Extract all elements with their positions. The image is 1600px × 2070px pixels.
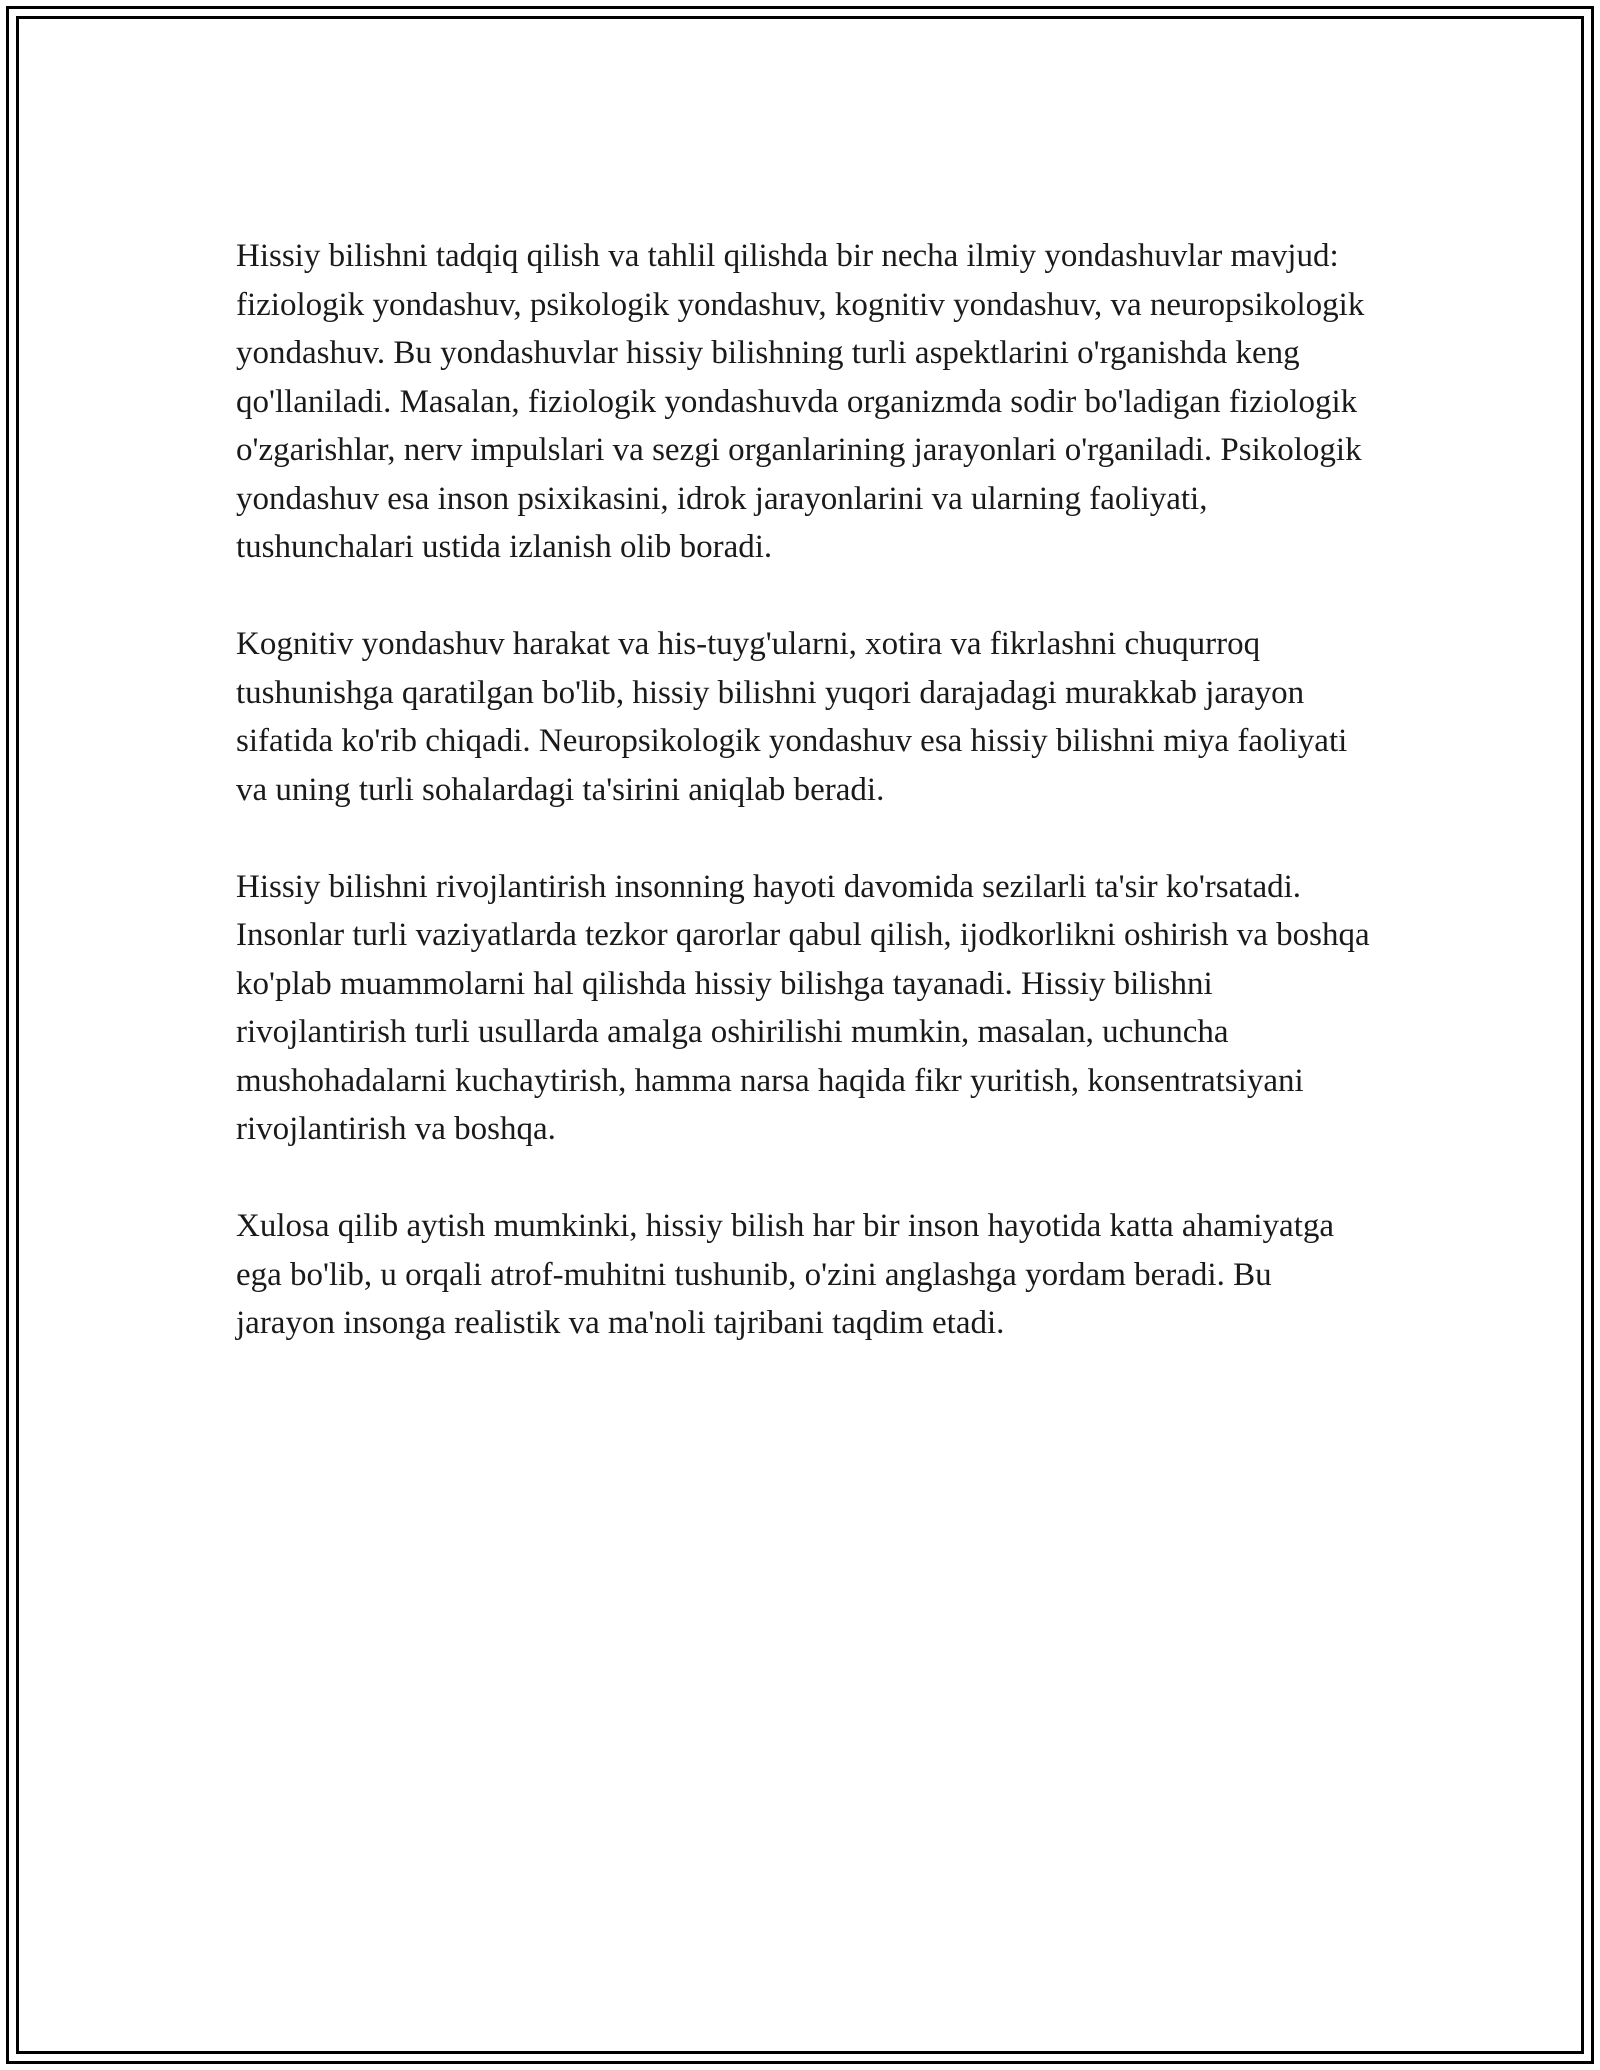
paragraph-1: Hissiy bilishni tadqiq qilish va tahlil qilishda bir necha ilmiy yondashuvlar mavjud: fiziologik yondashuv, psikologik yondashuv, kognitiv yondashuv, va neuropsikologik yondashuv. Bu yondashuvlar hissiy bilishning turli aspektlarini o'rganishda keng qo'llaniladi. Masalan, fiziologik yondashuvda organizmda sodir bo'ladigan fiziologik o'zgarishlar, nerv impulslari va sezgi organlarining jarayonlari o'rganiladi. Psikologik yondashuv esa inson psixikasini, idrok jarayonlarini va ularning faoliyati, tushunchalari ustida izlanish olib boradi. [236, 238, 1365, 565]
paragraph-2: Kognitiv yondashuv harakat va his-tuyg'ularni, xotira va fikrlashni chuqurroq tushunishga qaratilgan bo'lib, hissiy bilishni yuqori darajadagi murakkab jarayon sifatida ko'rib chiqadi. Neuropsikologik yondashuv esa hissiy bilishni miya faoliyati va uning turli sohalardagi ta'sirini aniqlab beradi. [236, 626, 1348, 808]
document-body [236, 232, 1376, 1348]
paragraph-3: Hissiy bilishni rivojlantirish insonning hayoti davomida sezilarli ta'sir ko'rsatadi. Insonlar turli vaziyatlarda tezkor qarorlar qabul qilish, ijodkorlikni oshirish va boshqa ko'plab muammolarni hal qilishda hissiy bilishga tayanadi. Hissiy bilishni rivojlantirish turli usullarda amalga oshirilishi mumkin, masalan, uchuncha mushohadalarni kuchaytirish, hamma narsa haqida fikr yuritish, konsentratsiyani rivojlantirish va boshqa. [236, 868, 1370, 1147]
paragraph-4: Xulosa qilib aytish mumkinki, hissiy bilish har bir inson hayotida katta ahamiyatga ega bo'lib, u orqali atrof-muhitni tushunib, o'zini anglashga yordam beradi. Bu jarayon insonga realistik va ma'noli tajribani taqdim etadi. [236, 1208, 1335, 1341]
